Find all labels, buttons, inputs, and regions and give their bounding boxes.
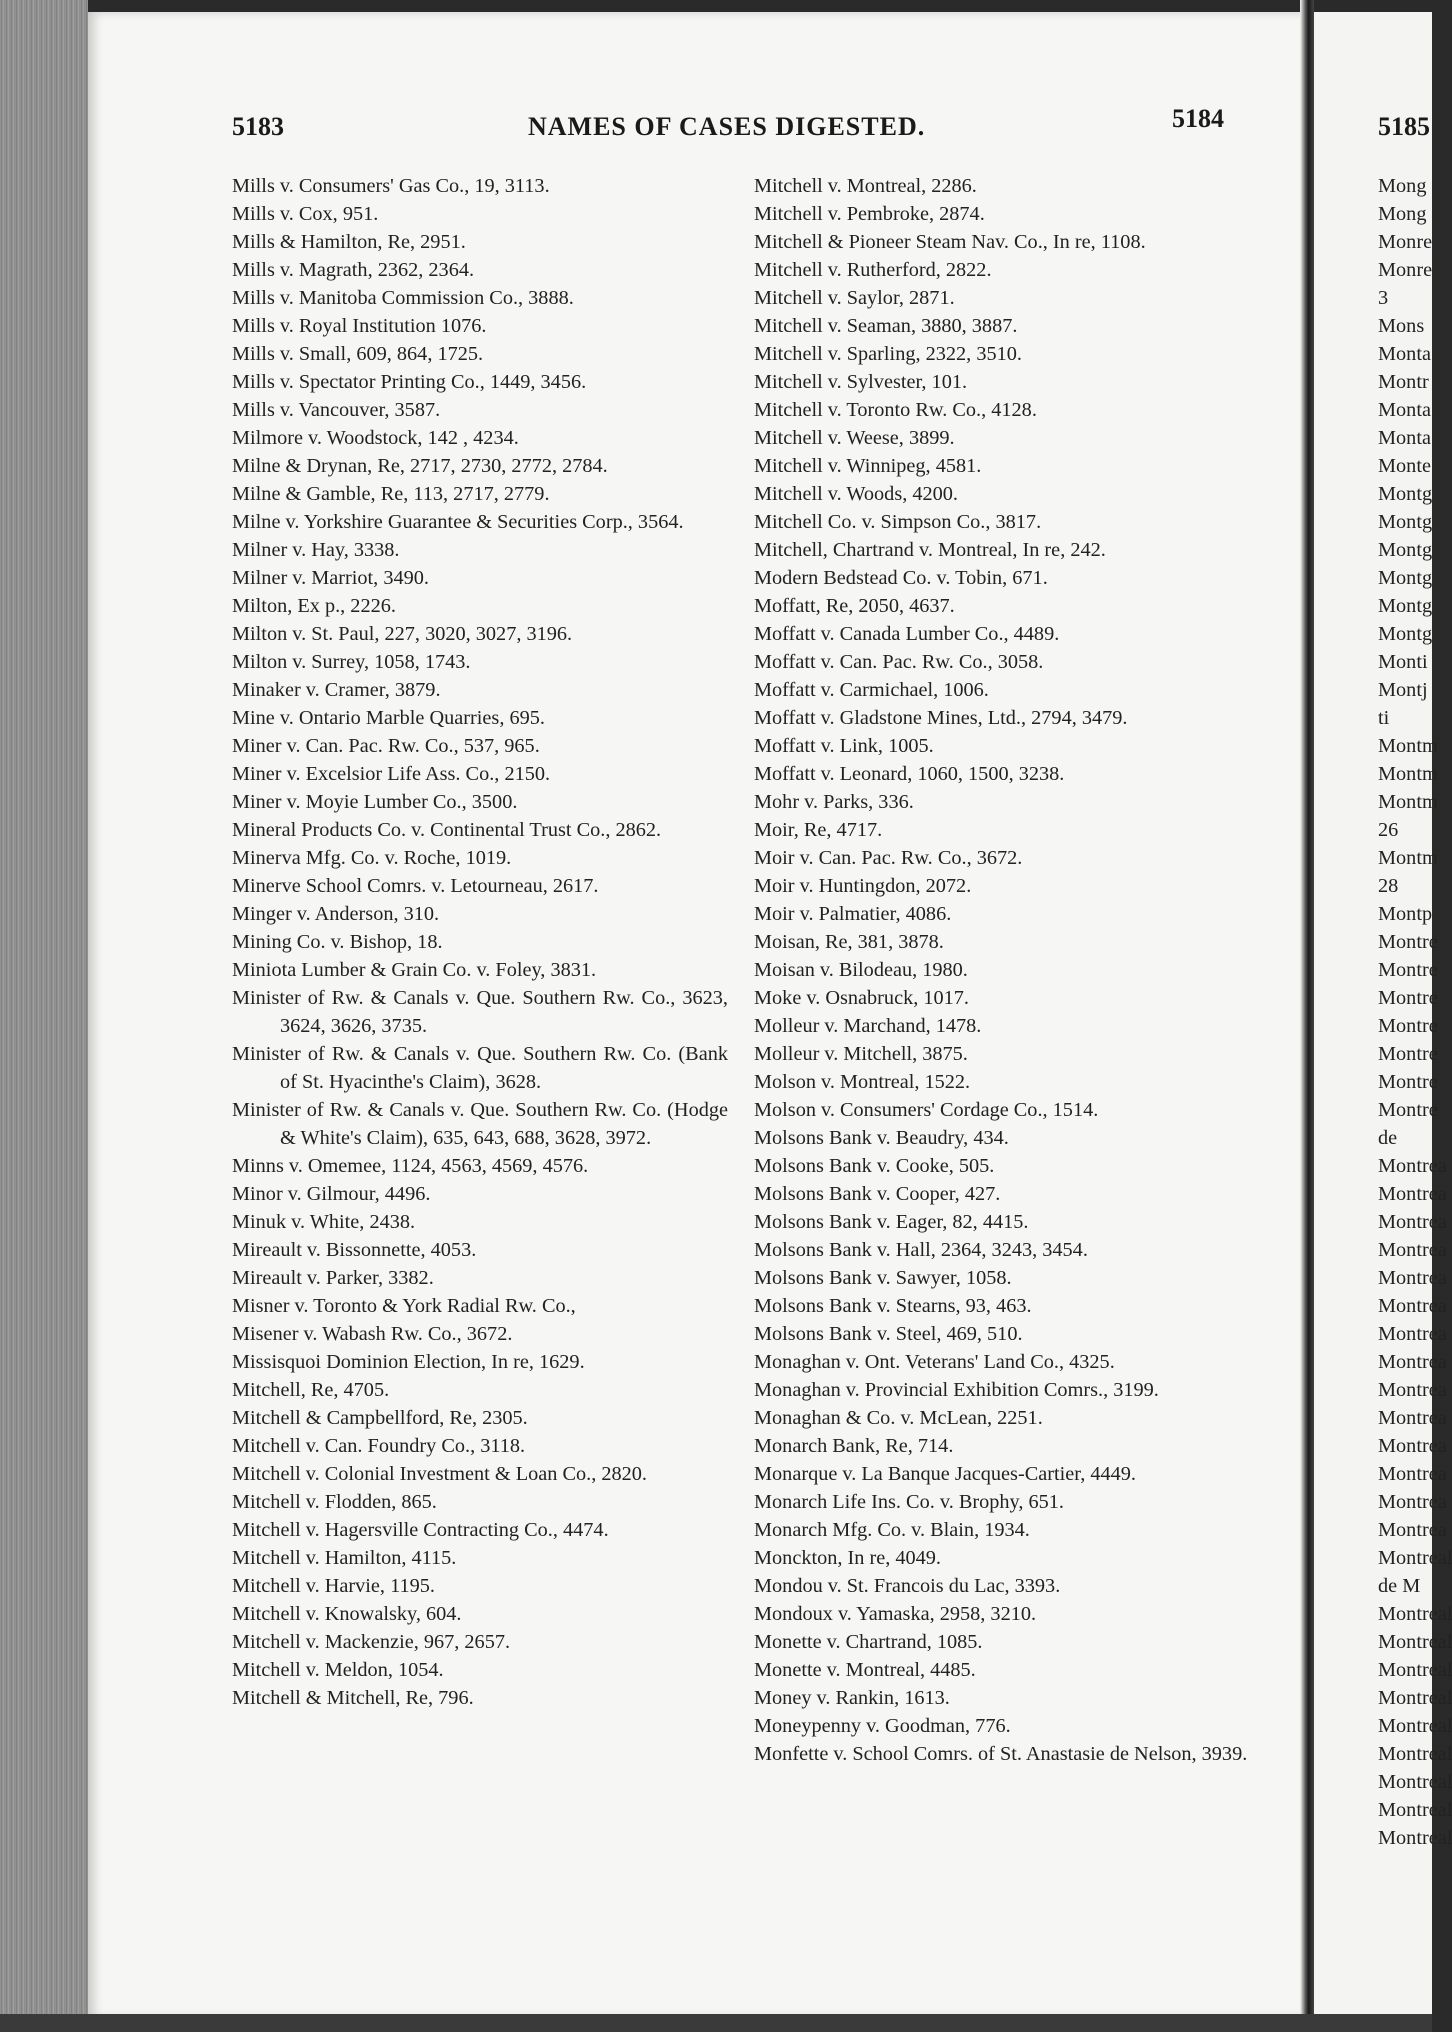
case-entry: Mitchell v. Seaman, 3880, 3887. <box>754 315 1018 337</box>
case-entry: Milne v. Yorkshire Guarantee & Securities Corp., 3564. <box>232 511 684 533</box>
case-entry: Mitchell & Pioneer Steam Nav. Co., In re, 1108. <box>754 231 1146 253</box>
case-entry: Moneypenny v. Goodman, 776. <box>754 1715 1011 1737</box>
case-entry: Moffatt v. Leonard, 1060, 1500, 3238. <box>754 763 1065 785</box>
case-entry: Mills v. Consumers' Gas Co., 19, 3113. <box>232 175 550 197</box>
case-entry: Mitchell v. Pembroke, 2874. <box>754 203 985 225</box>
case-entry: Montm <box>1378 791 1438 813</box>
book-bottom-edge <box>0 2014 1432 2032</box>
case-entry: Monaghan & Co. v. McLean, 2251. <box>754 1407 1043 1429</box>
case-entry: Montg <box>1378 595 1433 617</box>
case-entry: Moisan v. Bilodeau, 1980. <box>754 959 968 981</box>
case-entry: Montreal <box>1378 1547 1452 1569</box>
case-entry: Minuk v. White, 2438. <box>232 1211 416 1233</box>
case-entry: Minerva Mfg. Co. v. Roche, 1019. <box>232 847 512 869</box>
case-entry: Minerve School Comrs. v. Letourneau, 2617. <box>232 875 599 897</box>
case-entry: Mong <box>1378 203 1427 225</box>
case-entry: Montg <box>1378 511 1433 533</box>
left-page-number: 5183 <box>232 112 284 141</box>
case-entry: Montrea <box>1378 1155 1447 1177</box>
case-entry: Molson v. Montreal, 1522. <box>754 1071 971 1093</box>
case-entry: 3 <box>1378 287 1389 309</box>
case-entry: Moffatt v. Link, 1005. <box>754 735 934 757</box>
case-entry: de <box>1378 1127 1398 1149</box>
case-entry: Mitchell v. Weese, 3899. <box>754 427 955 449</box>
case-entry: Montg <box>1378 539 1433 561</box>
case-entry: Moir v. Huntingdon, 2072. <box>754 875 972 897</box>
case-entry: Monckton, In re, 4049. <box>754 1547 942 1569</box>
case-entry: Mitchell v. Harvie, 1195. <box>232 1575 435 1597</box>
case-entry: Mitchell v. Mackenzie, 967, 2657. <box>232 1631 511 1653</box>
case-entry: Misner v. Toronto & York Radial Rw. Co., <box>232 1295 576 1317</box>
case-entry: Montrea <box>1378 1239 1447 1261</box>
case-entry: Missisquoi Dominion Election, In re, 1629. <box>232 1351 585 1373</box>
case-entry: Montrea <box>1378 1295 1447 1317</box>
case-entry: Montreal <box>1378 1603 1452 1625</box>
case-entry: Mitchell, Chartrand v. Montreal, In re, 242. <box>754 539 1106 561</box>
case-entry: Mitchell, Re, 4705. <box>232 1379 390 1401</box>
case-entry: Montre <box>1378 987 1438 1009</box>
case-entry: Montj <box>1378 679 1428 701</box>
case-entry: Montre <box>1378 1071 1438 1093</box>
case-entry: Monre <box>1378 259 1433 281</box>
case-entry: Mills v. Small, 609, 864, 1725. <box>232 343 484 365</box>
case-entry: Mireault v. Parker, 3382. <box>232 1267 434 1289</box>
case-entry: Moir v. Palmatier, 4086. <box>754 903 952 925</box>
case-entry: Montrea <box>1378 1379 1447 1401</box>
case-entry: Minor v. Gilmour, 4496. <box>232 1183 431 1205</box>
case-entry: Mireault v. Bissonnette, 4053. <box>232 1239 477 1261</box>
case-entry: Monarch Life Ins. Co. v. Brophy, 651. <box>754 1491 1064 1513</box>
case-entry: Mitchell & Mitchell, Re, 796. <box>232 1687 474 1709</box>
case-entry: Miner v. Moyie Lumber Co., 3500. <box>232 791 518 813</box>
case-entry: Montrea <box>1378 1491 1447 1513</box>
case-entry: Mitchell v. Colonial Investment & Loan Co., 2820. <box>232 1463 647 1485</box>
right-page-number: 5184 <box>1172 104 1224 133</box>
case-entry: Molsons Bank v. Steel, 469, 510. <box>754 1323 1023 1345</box>
case-entry: Minaker v. Cramer, 3879. <box>232 679 441 701</box>
case-entry: Mitchell v. Knowalsky, 604. <box>232 1603 462 1625</box>
case-entry: Moffatt v. Carmichael, 1006. <box>754 679 989 701</box>
case-entry: Mitchell v. Montreal, 2286. <box>754 175 977 197</box>
case-entry: Monarch Bank, Re, 714. <box>754 1435 954 1457</box>
case-entry: Mondoux v. Yamaska, 2958, 3210. <box>754 1603 1037 1625</box>
case-entry: Montre <box>1378 931 1438 953</box>
case-entry: Mining Co. v. Bishop, 18. <box>232 931 443 953</box>
case-entry: Mong <box>1378 175 1427 197</box>
case-entry: Molsons Bank v. Beaudry, 434. <box>754 1127 1009 1149</box>
case-entry: Monta <box>1378 427 1431 449</box>
case-entry: Milne & Gamble, Re, 113, 2717, 2779. <box>232 483 550 505</box>
case-entry: Mitchell v. Flodden, 865. <box>232 1491 437 1513</box>
case-entry: Mills v. Magrath, 2362, 2364. <box>232 259 475 281</box>
case-entry: Montrea <box>1378 1211 1447 1233</box>
case-entry: Montreal <box>1378 1743 1452 1765</box>
case-entry: Molson v. Consumers' Cordage Co., 1514. <box>754 1099 1099 1121</box>
case-entry: Mitchell v. Toronto Rw. Co., 4128. <box>754 399 1037 421</box>
case-entry: Molsons Bank v. Cooke, 505. <box>754 1155 995 1177</box>
case-entry: Mineral Products Co. v. Continental Trust Co., 2862. <box>232 819 662 841</box>
case-entry: Mitchell v. Can. Foundry Co., 3118. <box>232 1435 526 1457</box>
case-entry: Monta <box>1378 399 1431 421</box>
case-entry: Monette v. Montreal, 4485. <box>754 1659 976 1681</box>
case-entry: Montrea <box>1378 1323 1447 1345</box>
case-entry: Milton v. St. Paul, 227, 3020, 3027, 3196. <box>232 623 573 645</box>
case-entry: Mitchell v. Hagersville Contracting Co., 4474. <box>232 1519 609 1541</box>
case-entry: Milne & Drynan, Re, 2717, 2730, 2772, 2784. <box>232 455 608 477</box>
case-entry: Moir, Re, 4717. <box>754 819 883 841</box>
case-entry: Monta <box>1378 343 1431 365</box>
case-entry: Mills v. Vancouver, 3587. <box>232 399 441 421</box>
case-entry: Mitchell Co. v. Simpson Co., 3817. <box>754 511 1042 533</box>
case-entry: Moir v. Can. Pac. Rw. Co., 3672. <box>754 847 1023 869</box>
case-entry: Molsons Bank v. Eager, 82, 4415. <box>754 1211 1029 1233</box>
case-entry: Molsons Bank v. Cooper, 427. <box>754 1183 1001 1205</box>
case-entry: Montreal <box>1378 1827 1452 1849</box>
case-entry: Molleur v. Mitchell, 3875. <box>754 1043 968 1065</box>
case-entry: Monre <box>1378 231 1433 253</box>
case-entry: Montreal <box>1378 1631 1452 1653</box>
case-entry: Mitchell v. Meldon, 1054. <box>232 1659 444 1681</box>
case-entry: Mitchell v. Winnipeg, 4581. <box>754 455 982 477</box>
case-entry: Minister of Rw. & Canals v. Que. Southern Rw. Co. (Bank of St. Hyacinthe's Claim), 3628. <box>232 1043 728 1093</box>
case-entry: Mitchell & Campbellford, Re, 2305. <box>232 1407 528 1429</box>
case-entry: Molsons Bank v. Hall, 2364, 3243, 3454. <box>754 1239 1088 1261</box>
case-entry: Montre <box>1378 1043 1438 1065</box>
case-entry: Mills v. Royal Institution 1076. <box>232 315 487 337</box>
case-entry: Monette v. Chartrand, 1085. <box>754 1631 983 1653</box>
case-entry: Mills v. Cox, 951. <box>232 203 379 225</box>
case-entry: Mine v. Ontario Marble Quarries, 695. <box>232 707 545 729</box>
case-entry: Minister of Rw. & Canals v. Que. Southern Rw. Co., 3623, 3624, 3626, 3735. <box>232 987 728 1037</box>
case-entry: Mons <box>1378 315 1425 337</box>
case-entry: Montrea <box>1378 1519 1447 1541</box>
case-entry: Moffatt v. Gladstone Mines, Ltd., 2794, 3479. <box>754 707 1128 729</box>
case-entry: Monarque v. La Banque Jacques-Cartier, 4449. <box>754 1463 1136 1485</box>
case-entry: Monarch Mfg. Co. v. Blain, 1934. <box>754 1519 1030 1541</box>
case-entry: Money v. Rankin, 1613. <box>754 1687 950 1709</box>
case-entry: Montr <box>1378 371 1429 393</box>
book-gutter <box>1300 0 1314 2032</box>
case-entry: Mitchell v. Rutherford, 2822. <box>754 259 992 281</box>
case-entry: Milton, Ex p., 2226. <box>232 595 396 617</box>
case-entry: Minns v. Omemee, 1124, 4563, 4569, 4576. <box>232 1155 589 1177</box>
case-entry: Monaghan v. Provincial Exhibition Comrs., 3199. <box>754 1379 1159 1401</box>
case-entry: 26 <box>1378 819 1399 841</box>
right-column <box>754 172 1262 1768</box>
case-entry: Mitchell v. Hamilton, 4115. <box>232 1547 457 1569</box>
case-entry: Monti <box>1378 651 1428 673</box>
case-entry: Montreal <box>1378 1687 1452 1709</box>
case-entry: Montrea <box>1378 1183 1447 1205</box>
case-entry: Montm <box>1378 735 1438 757</box>
case-entry: Moke v. Osnabruck, 1017. <box>754 987 969 1009</box>
left-column <box>232 172 728 1712</box>
case-entry: Monte <box>1378 455 1431 477</box>
page-title: NAMES OF CASES DIGESTED. <box>528 112 926 141</box>
case-entry: Molleur v. Marchand, 1478. <box>754 1015 982 1037</box>
case-entry: Montreal <box>1378 1799 1452 1821</box>
case-entry: Moffatt, Re, 2050, 4637. <box>754 595 955 617</box>
case-entry: Modern Bedstead Co. v. Tobin, 671. <box>754 567 1048 589</box>
case-entry: Montg <box>1378 483 1433 505</box>
case-entry: Montrea <box>1378 1351 1447 1373</box>
case-entry: Moisan, Re, 381, 3878. <box>754 931 944 953</box>
case-entry: ti <box>1378 707 1390 729</box>
case-entry: Milmore v. Woodstock, 142 , 4234. <box>232 427 519 449</box>
book-page-edges <box>0 0 88 2032</box>
case-entry: Montreal <box>1378 1771 1452 1793</box>
case-entry: Montre <box>1378 1015 1438 1037</box>
case-entry: Mills & Hamilton, Re, 2951. <box>232 231 466 253</box>
case-entry: Milner v. Marriot, 3490. <box>232 567 429 589</box>
case-entry: Miniota Lumber & Grain Co. v. Foley, 3831. <box>232 959 597 981</box>
case-entry: Misener v. Wabash Rw. Co., 3672. <box>232 1323 513 1345</box>
case-entry: Milner v. Hay, 3338. <box>232 539 400 561</box>
case-entry: Miner v. Excelsior Life Ass. Co., 2150. <box>232 763 551 785</box>
case-entry: Mills v. Manitoba Commission Co., 3888. <box>232 287 574 309</box>
case-entry: Milton v. Surrey, 1058, 1743. <box>232 651 471 673</box>
case-entry: Montreal <box>1378 1715 1452 1737</box>
case-entry: Montg <box>1378 623 1433 645</box>
case-entry: Montrea <box>1378 1463 1447 1485</box>
case-entry: Molsons Bank v. Stearns, 93, 463. <box>754 1295 1032 1317</box>
case-entry: Mitchell v. Sylvester, 101. <box>754 371 968 393</box>
next-page-column <box>1378 172 1452 1852</box>
case-entry: Montrea <box>1378 1435 1447 1457</box>
case-entry: Montm <box>1378 847 1438 869</box>
case-entry: Moffatt v. Canada Lumber Co., 4489. <box>754 623 1060 645</box>
case-entry: Mondou v. St. Francois du Lac, 3393. <box>754 1575 1061 1597</box>
case-entry: Mohr v. Parks, 336. <box>754 791 914 813</box>
case-entry: Moffatt v. Can. Pac. Rw. Co., 3058. <box>754 651 1044 673</box>
case-entry: de M <box>1378 1575 1421 1597</box>
case-entry: Montre <box>1378 1099 1438 1121</box>
case-entry: Mills v. Spectator Printing Co., 1449, 3456. <box>232 371 587 393</box>
case-entry: Montrea <box>1378 1267 1447 1289</box>
case-entry: Montp <box>1378 903 1433 925</box>
case-entry: Miner v. Can. Pac. Rw. Co., 537, 965. <box>232 735 540 757</box>
case-entry: Molsons Bank v. Sawyer, 1058. <box>754 1267 1012 1289</box>
case-entry: Minister of Rw. & Canals v. Que. Southern Rw. Co. (Hodge & White's Claim), 635, 643, 688, 3628, 3972. <box>232 1099 728 1149</box>
case-entry: Minger v. Anderson, 310. <box>232 903 440 925</box>
case-entry: Mitchell v. Saylor, 2871. <box>754 287 955 309</box>
case-entry: Montrea <box>1378 1407 1447 1429</box>
case-entry: Montreal <box>1378 1659 1452 1681</box>
case-entry: Montre <box>1378 959 1438 981</box>
next-page-number: 5185 <box>1378 112 1430 141</box>
case-entry: Montg <box>1378 567 1433 589</box>
case-entry: Monfette v. School Comrs. of St. Anastasie de Nelson, 3939. <box>754 1743 1248 1765</box>
case-entry: 28 <box>1378 875 1399 897</box>
case-entry: Monaghan v. Ont. Veterans' Land Co., 4325. <box>754 1351 1115 1373</box>
case-entry: Mitchell v. Woods, 4200. <box>754 483 958 505</box>
case-entry: Mitchell v. Sparling, 2322, 3510. <box>754 343 1022 365</box>
case-entry: Montm <box>1378 763 1438 785</box>
